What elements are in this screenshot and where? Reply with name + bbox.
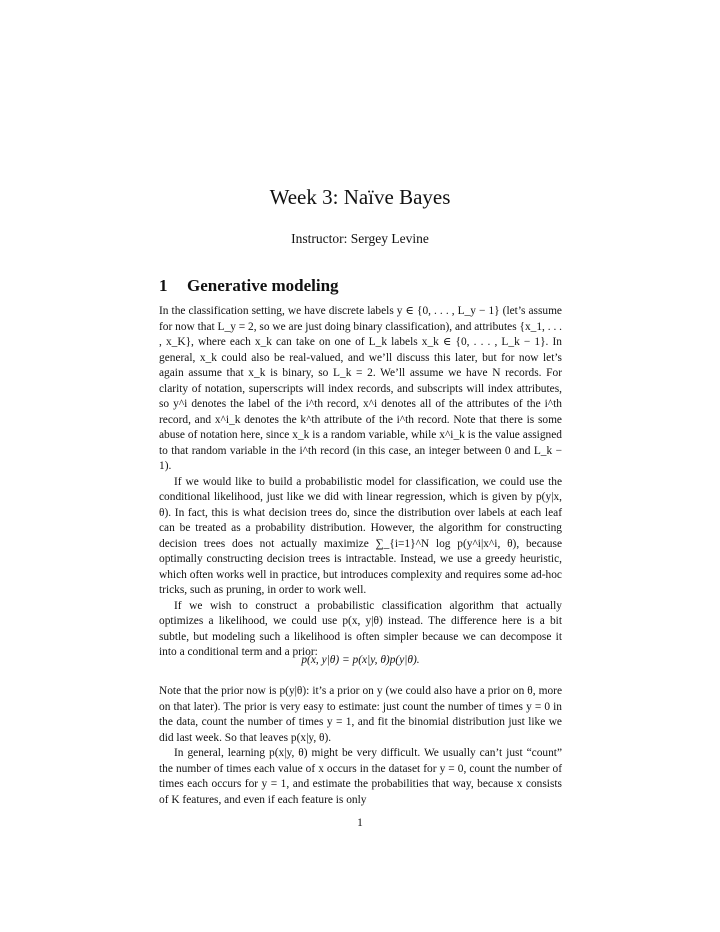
display-equation: p(x, y|θ) = p(x|y, θ)p(y|θ). (301, 654, 420, 666)
section-title: Generative modeling (187, 276, 339, 295)
body-text-top (159, 304, 562, 661)
paragraph: If we would like to build a probabilistic model for classification, we could use the conditional likelihood, just like we did with linear regression, which is given by p(y|x, θ). In fact, this is what decision trees do, since the distribution over labels at each leaf can be treated as a probability distribution. However, the algorithm for constructing decision trees does not actually maximize ∑_{i=1}^N log p(y^i|x^i, θ), because optimally constructing decision trees is intractable. Instead, we use a greedy heuristic, which often works well in practice, but introduces complexity and requires some ad-hoc tricks, such as pruning, in order to work well. (159, 475, 562, 596)
paragraph: In general, learning p(x|y, θ) might be very difficult. We usually can’t just “count” the number of times each value of x occurs in the dataset for y = 0, count the number of times each occurs for y = 1, and estimate the probabilities that way, because x consists of K features, and even if each feature is only (159, 747, 562, 806)
paragraph: Note that the prior now is p(y|θ): it’s a prior on y (we could also have a prior on θ, more on that later). The prior is very easy to estimate: just count the number of times y = 0 in the data, count the number of times y = 1, and fit the binomial distribution just like we did last week. So that leaves p(x|y, θ). (159, 685, 562, 744)
paragraph: If we wish to construct a probabilistic classification algorithm that actually optimizes a likelihood, we could use p(x, y|θ) instead. The difference here is a bit subtle, but modeling such a likelihood is often simpler because we can decompose it into a conditional term and a prior: (159, 599, 562, 658)
body-text-bottom (159, 684, 562, 808)
section-number: 1 (159, 276, 168, 295)
page-number: 1 (357, 817, 363, 829)
section-heading (159, 276, 339, 296)
paragraph: In the classification setting, we have discrete labels y ∈ {0, . . . , L_y − 1} (let’s assume for now that L_y = 2, so we are just doing binary classification), and attributes {x_1, . . . , x_K}, where each x_k can take on one of L_k labels x_k ∈ {0, . . . , L_k − 1}. In general, x_k could also be real-valued, and we’ll discuss this later, but for now let’s again assume that x_k is binary, so L_k = 2. We’ll assume we have N records. For clarity of notation, superscripts will index records, and subscripts will index attributes, so y^i denotes the label of the i^th record, x^i denotes all of the attributes of the i^th record, and x^i_k denotes the k^th attribute of the i^th record. Note that there is some abuse of notation here, since x_k is a random variable, while x^i_k is the value assigned to that random variable in the i^th record (in this case, an integer between 0 and L_k − 1). (159, 305, 562, 472)
author-line: Instructor: Sergey Levine (291, 231, 429, 246)
paper-title: Week 3: Naïve Bayes (269, 185, 451, 209)
